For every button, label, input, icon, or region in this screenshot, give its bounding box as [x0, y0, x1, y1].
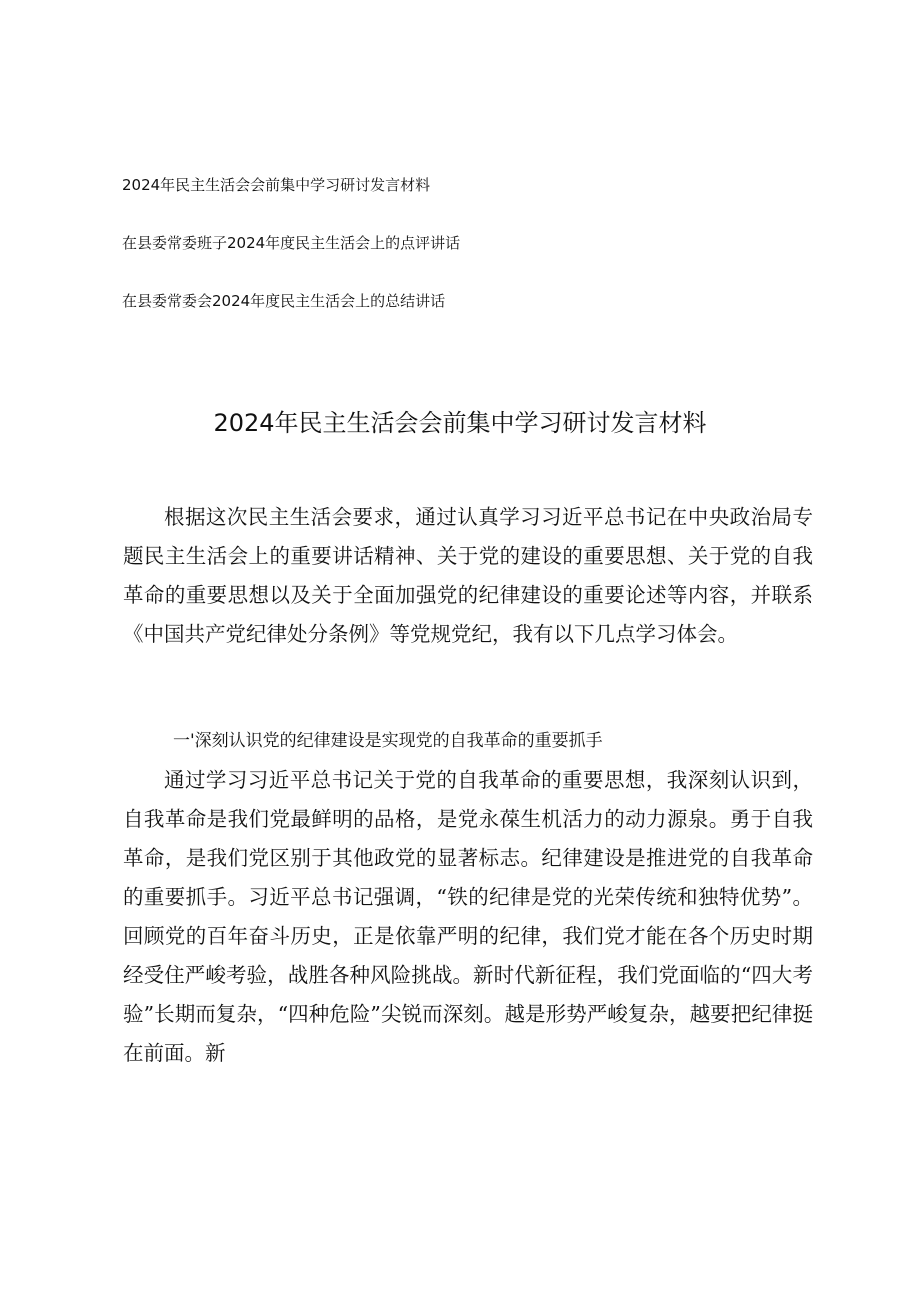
table-of-contents	[122, 172, 822, 346]
intro-paragraph: 根据这次民主生活会要求，通过认真学习习近平总书记在中央政治局专题民主生活会上的重要讲话精神、关于党的建设的重要思想、关于党的自我革命的重要思想以及关于全面加强党的纪律建设的重要论述等内容，并联系《中国共产党纪律处分条例》等党规党纪，我有以下几点学习体会。	[123, 505, 813, 646]
document-title: 2024年民主生活会会前集中学习研讨发言材料	[213, 409, 707, 437]
section-heading-1: 一'深刻认识党的纪律建设是实现党的自我革命的重要抓手	[173, 731, 603, 751]
section-1-paragraph: 通过学习习近平总书记关于党的自我革命的重要思想，我深刻认识到，自我革命是我们党最鲜明的品格，是党永葆生机活力的动力源泉。勇于自我革命，是我们党区别于其他政党的显著标志。纪律建设是推进党的自我革命的重要抓手。习近平总书记强调，“铁的纪律是党的光荣传统和独特优势”。回顾党的百年奋斗历史，正是依靠严明的纪律，我们党才能在各个历史时期经受住严峻考验，战胜各种风险挑战。新时代新征程，我们党面临的“四大考验”长期而复杂，“四种危险”尖锐而深刻。越是形势严峻复杂，越要把纪律挺在前面。新	[123, 768, 813, 1065]
toc-item-2: 在县委常委班子2024年度民主生活会上的点评讲话	[122, 234, 461, 252]
toc-item-1: 2024年民主生活会会前集中学习研讨发言材料	[122, 176, 431, 194]
toc-item-3: 在县委常委会2024年度民主生活会上的总结讲话	[122, 292, 446, 310]
